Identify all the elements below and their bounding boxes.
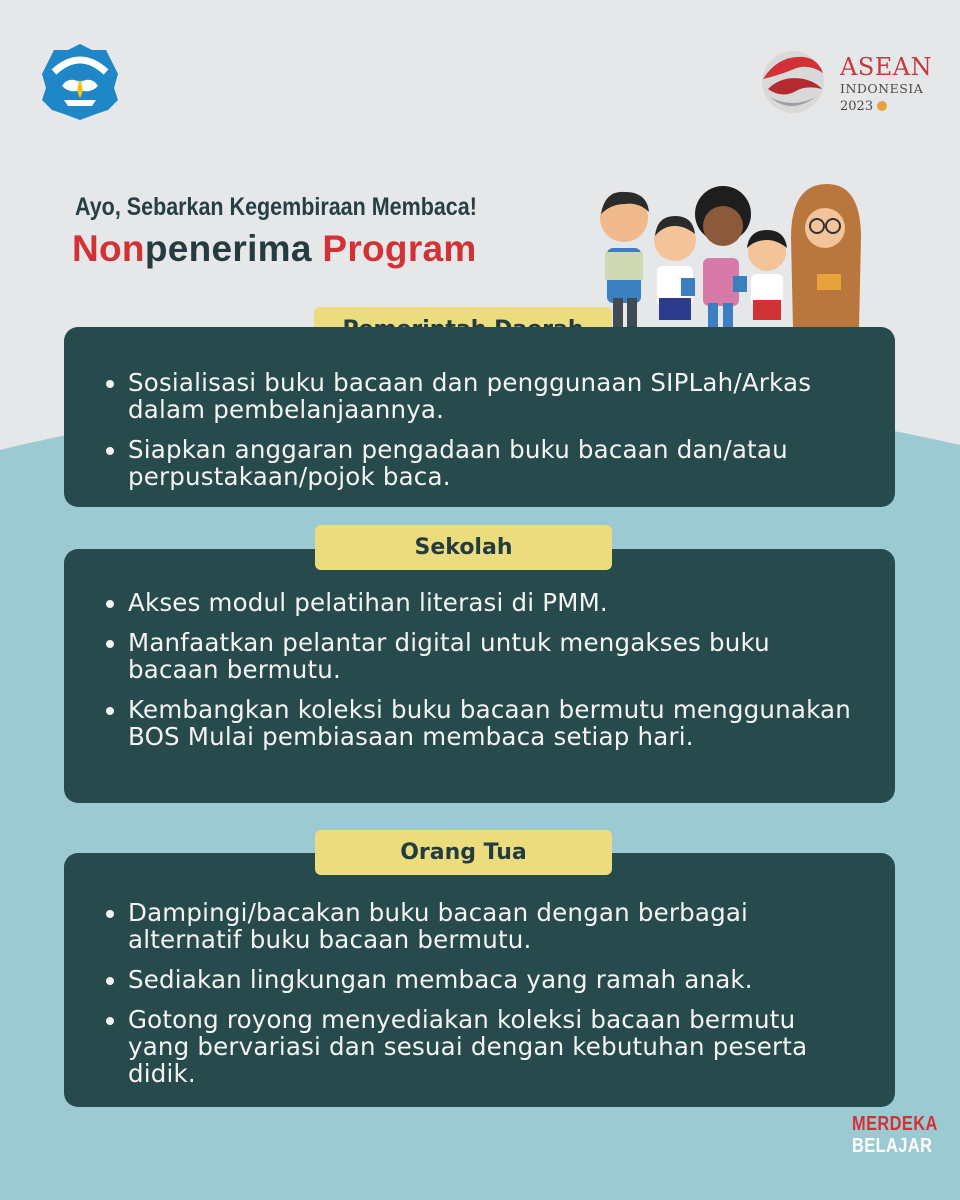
section-card-orang-tua [64,853,895,1107]
tagline: Ayo, Sebarkan Kegembiraan Membaca! [75,193,477,221]
bullet-list [106,899,855,1087]
brand-line2: BELAJAR [852,1135,933,1157]
tut-wuri-handayani-logo [40,42,120,122]
list-item: Sosialisasi buku bacaan dan penggunaan SIPLah/Arkas dalam pembelanjaannya. [106,369,855,423]
list-item: Dampingi/bacakan buku bacaan dengan berbagai alternatif buku bacaan bermutu. [106,899,855,953]
family-illustration [595,178,865,328]
asean-year: 2023 [840,100,932,113]
section-card-pemerintah-daerah [64,327,895,507]
asean-logo-text [840,55,932,113]
list-item: Akses modul pelatihan literasi di PMM. [106,589,855,616]
asean-title: ASEAN [840,53,933,81]
list-item: Siapkan anggaran pengadaan buku bacaan dan/atau perpustakaan/pojok baca. [106,436,855,490]
merdeka-belajar-logo [852,1113,938,1157]
list-item: Sediakan lingkungan membaca yang ramah anak. [106,966,855,993]
bullet-list [106,369,855,490]
section-tag-orang-tua: Orang Tua [315,830,612,875]
section-card-sekolah [64,549,895,803]
bullet-list [106,589,855,750]
brand-line1: MERDEKA [852,1113,938,1135]
list-item: Kembangkan koleksi buku bacaan bermutu menggunakan BOS Mulai pembiasaan membaca setiap hari. [106,696,855,750]
asean-subtitle: INDONESIA [840,81,924,96]
list-item: Gotong royong menyediakan koleksi bacaan bermutu yang bervariasi dan sesuai dengan kebutuhan peserta didik. [106,1006,855,1087]
list-item: Manfaatkan pelantar digital untuk mengakses buku bacaan bermutu. [106,629,855,683]
section-tag-sekolah: Sekolah [315,525,612,570]
page-title: Nonpenerima Program [72,228,477,269]
